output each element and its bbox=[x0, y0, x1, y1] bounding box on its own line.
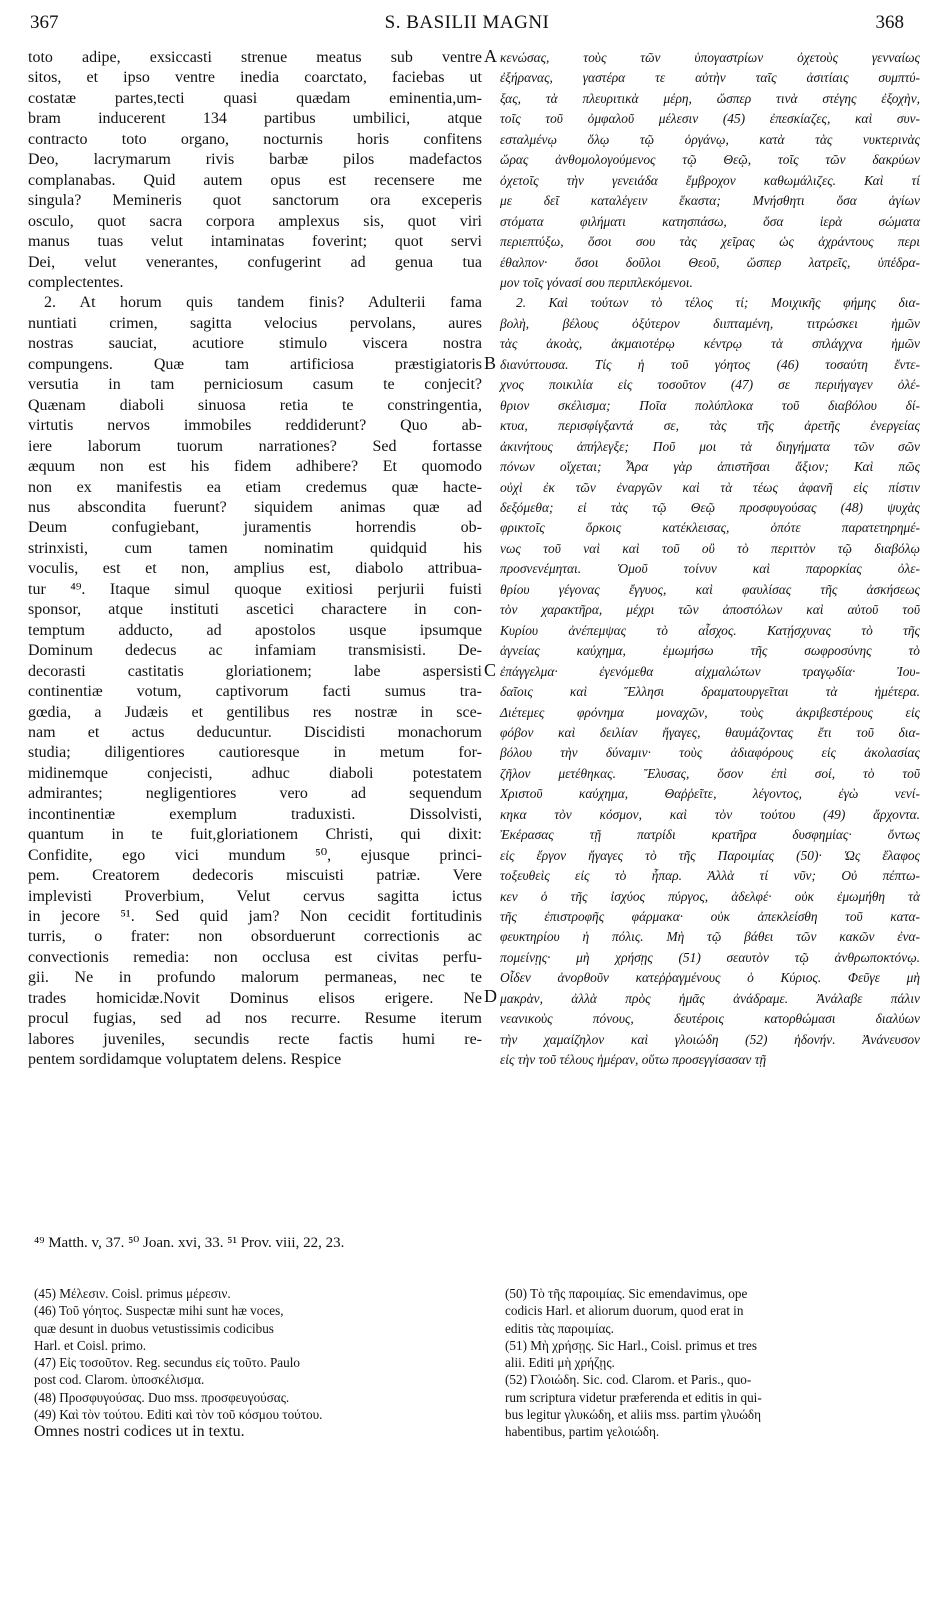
latin-text-line: costatæ partes,tecti quasi quædam eminentia,um- bbox=[28, 89, 482, 107]
latin-text-line: turris, o frater: non obsorduerunt correctionis ac bbox=[28, 928, 482, 946]
margin-letter-d: D bbox=[484, 986, 497, 1006]
greek-text-line: τοξευθεὶς εἰς τὸ ἧπαρ. Ἀλλὰ τί νῦν; Οὐ πέπτω- bbox=[500, 868, 920, 884]
page-number-right: 368 bbox=[875, 12, 904, 33]
latin-text-line: sponsor, atque instituti ascetici charactere in con- bbox=[28, 601, 482, 619]
latin-text-line: Deo, lacrymarum rivis barbæ pilos madefactos bbox=[28, 151, 482, 169]
greek-text-line: έθαλπον· ὅσοι δοῦλοι Θεοῦ, ὥσπερ λατρεῖς, ὑπέδρα- bbox=[500, 254, 920, 270]
greek-text-line: ἐπάγγελμα· ἐγενόμεθα αἰχμαλώτων τραγῳδία· Ἰου- bbox=[500, 663, 920, 679]
page-header bbox=[30, 12, 904, 42]
latin-text-line: quantum in te fuit,gloriationem Christi, qui dixit: bbox=[28, 826, 482, 844]
latin-text-line: toto adipe, exsiccasti strenue meatus sub ventre bbox=[28, 49, 482, 66]
footnote-line: (46) Τοῦ γόητος. Suspectæ mihi sunt hæ voces, bbox=[34, 1303, 284, 1319]
footnote-line: (47) Εἰς τοσοῦτον. Reg. secundus εἰς τοῦτο. Paulo bbox=[34, 1355, 300, 1371]
greek-text-line: εἰς τὴν τοῦ τέλους ἡμέραν, οὕτω προσεγγίσασαν τῇ bbox=[500, 1052, 767, 1068]
greek-text-line: θρίου γέγονας ἔγγυος, καὶ φαυλίσας τῆς ἀσκήσεως bbox=[500, 581, 920, 597]
latin-text-line: gœdia, a Judæis et gentilibus res nostræ in sce- bbox=[28, 703, 482, 721]
greek-text-line: ξας, τὰ πλευριτικὰ μέρη, ὥσπερ τινὰ στέγης ἐξοχὴν, bbox=[500, 90, 920, 106]
greek-text-line: εἰς ἔργον ἤγαγες τὸ τῆς Παροιμίας (50)· Ὡς ἔλαφος bbox=[500, 847, 920, 863]
footnote-line: codicis Harl. et aliorum duorum, quod erat in bbox=[505, 1303, 744, 1319]
greek-column bbox=[500, 48, 920, 1071]
greek-text-line: ὥρας ἀνθομολογούμενος τῷ Θεῷ, τοῖς τῶν δακρύων bbox=[500, 152, 920, 168]
greek-text-line: βολὴ, βέλους ὀξύτερον διιπταμένη, τιτρώσκει ἡμῶν bbox=[500, 315, 920, 331]
greek-text-line: πόνων οἴχεται; Ἆρα γὰρ ἀπιστῆσαι ἄξιον; Καὶ πῶς bbox=[500, 459, 920, 475]
greek-text-line: στόματα φιλήματι κατησπάσω, ὅσα ἱερὰ σώματα bbox=[500, 213, 920, 229]
greek-text-line: ζῆλον μετέθηκας. Ἔλυσας, ὅσον ἐπὶ σοί, τὸ τοῦ bbox=[500, 765, 920, 781]
footnote-line: (50) Τὸ τῆς παροιμίας. Sic emendavimus, ope bbox=[505, 1286, 748, 1301]
latin-text-line: voculis, est et non, amplius est, diabolo attribua- bbox=[28, 560, 482, 578]
greek-text-line: οὐχὶ ἐκ τῶν ἐναργῶν καὶ τὰ τέως ἀφανῆ εἰς πίστιν bbox=[500, 479, 920, 495]
greek-text-line: 2. Καὶ τούτων τὸ τέλος τί; Μοιχικῆς φήμης δια- bbox=[516, 295, 920, 311]
latin-text-line: midinemque conjecisti, adhuc diaboli potestatem bbox=[28, 764, 482, 782]
latin-text-line: pentem sordidamque voluptatem delens. Respice bbox=[28, 1051, 342, 1069]
latin-text-line: virtutis nervos immobiles reddiderunt? Quo ab- bbox=[28, 417, 482, 435]
footnote-line: (52) Γλοιώδη. Sic. cod. Clarom. et Paris., quo- bbox=[505, 1372, 752, 1388]
latin-text-line: continentiæ votum, captivorum facti sumus tra- bbox=[28, 683, 482, 701]
latin-text-line: gii. Ne in profundo malorum permaneas, nec te bbox=[28, 969, 482, 987]
latin-text-line: strinxisti, cum tamen nominatim quidquid his bbox=[28, 539, 482, 557]
greek-text-line: φόβον καὶ δειλίαν ἤγαγες, θαυμάζοντας ἔτι τοῦ δια- bbox=[500, 724, 920, 740]
latin-text-line: in jecore ⁵¹. Sed quid jam? Non cecidit fortitudinis bbox=[28, 908, 482, 926]
latin-text-line: nostras sauciat, acutiore stimulo viscera nostra bbox=[28, 335, 482, 353]
greek-text-line: κενώσας, τοὺς τῶν ὑπογαστρίων ὀχετοὺς γενναίως bbox=[500, 50, 920, 65]
latin-text-line: sitos, et ipso ventre inedia coarctato, faciebas ut bbox=[28, 69, 482, 87]
latin-text-line: convectionis remedia: non occlusa est civitas perfu- bbox=[28, 948, 482, 966]
latin-text-line: manus tuas velut intaminatas foverint; quot servi bbox=[28, 233, 482, 251]
margin-letter-a: A bbox=[484, 46, 497, 66]
latin-text-line: Deum confugiebant, juramentis horrendis ob- bbox=[28, 519, 482, 537]
greek-text-line: τοῖς τοῦ ὀμφαλοῦ μέλεσιν (45) ἐπεσκίαζες, καὶ συν- bbox=[500, 111, 920, 127]
scripture-references: ⁴⁹ Matth. v, 37. ⁵⁰ Joan. xvi, 33. ⁵¹ Prov. viii, 22, 23. bbox=[34, 1235, 345, 1251]
greek-text-line: μον τοῖς γόνασί σου περιπλεκόμενοι. bbox=[500, 274, 693, 290]
greek-text-line: προσνενέμηται. Ὁμοῦ τοίνυν καὶ παρορκίας ὀλε- bbox=[500, 561, 920, 577]
footnotes-right bbox=[505, 1285, 910, 1441]
latin-text-line: nuntiati crimen, sagitta velocius pervolans, aures bbox=[28, 314, 482, 332]
footnotes-left bbox=[34, 1285, 474, 1441]
greek-text-line: περιεπτύξω, ὅσοι σου τὰς χεῖρας ὡς ἀχράντους περι bbox=[500, 234, 920, 250]
greek-text-line: μακρὰν, ἀλλὰ πρὸς ἡμᾶς ἀνάδραμε. Ἀνάλαβε πάλιν bbox=[500, 990, 920, 1006]
latin-text-line: pem. Creatorem dedecoris miscuisti patriæ. Vere bbox=[28, 867, 482, 885]
latin-text-line: incontinentiæ exemplum traduxisti. Dissolvisti, bbox=[28, 805, 482, 823]
latin-text-line: studia; diligentiores cautioresque in metum for- bbox=[28, 744, 482, 762]
latin-text-line: osculo, quot sacra corpora amplexus sis, quot viri bbox=[28, 212, 482, 230]
footnote-line: (51) Μὴ χρήσῃς. Sic Harl., Coisl. primus et tres bbox=[505, 1337, 758, 1353]
footnote-line: bus legitur γλυκώδη, et aliis mss. partim γλυώδη bbox=[505, 1407, 761, 1423]
footnote-line: post cod. Clarom. ὑποσκέλισμα. bbox=[34, 1372, 205, 1388]
greek-text-line: Χριστοῦ καύχημα, Θαῤῥεῖτε, λέγοντος, ἐγὼ νενί- bbox=[500, 786, 920, 802]
latin-column bbox=[28, 48, 482, 1071]
greek-text-line: τὰς ἀκοὰς, ἀκμαιοτέρῳ κέντρῳ τὰ σπλάγχνα ἡμῶν bbox=[500, 336, 920, 352]
greek-text-line: ἀκινήτους ἀπήλεγξε; Ποῦ μοι τὰ διηγήματα τῶν σῶν bbox=[500, 438, 920, 454]
footnote-line: habentibus, partim γελοιώδη. bbox=[505, 1424, 660, 1440]
latin-text-line: 2. At horum quis tandem finis? Adulterii fama bbox=[44, 294, 482, 312]
margin-letter-b: B bbox=[484, 353, 497, 373]
latin-text-line: æquum non est his fidem adhibere? Et quomodo bbox=[28, 458, 482, 476]
margin-letter-c: C bbox=[484, 660, 497, 680]
greek-text-line: νως τοῦ ναὶ καὶ τοῦ οὒ τὸ περιττὸν τῷ διαβόλῳ bbox=[500, 540, 920, 556]
latin-text-line: nam et actus deducuntur. Discidisti monachorum bbox=[28, 723, 482, 741]
footnote-line: alii. Editi μὴ χρήζῃς. bbox=[505, 1355, 615, 1371]
latin-text-line: complanabas. Quid autem opus est recensere me bbox=[28, 171, 482, 189]
latin-text-line: Confidite, ego vici mundum ⁵⁰, ejusque princi- bbox=[28, 846, 482, 864]
latin-text-line: compungens. Quæ tam artificiosa præstigiatoris bbox=[28, 355, 482, 373]
latin-text-line: singula? Memineris quot sanctorum ora exceperis bbox=[28, 192, 482, 210]
greek-text-line: ἁγνείας καύχημα, ἐμωμήσω τῆς σωφροσύνης τὸ bbox=[500, 643, 920, 659]
greek-text-line: τὸν χαρακτῆρα, μέχρι τῶν ἀποστόλων καὶ αὐτοῦ τοῦ bbox=[500, 602, 920, 618]
greek-text-line: με δεῖ καταλέγειν ἕκαστα; Μνήσθητι ὅσα ἁγίων bbox=[500, 193, 920, 209]
latin-text-line: implevisti Proverbium, Velut cervus sagitta ictus bbox=[28, 887, 482, 905]
greek-text-line: κηκα τὸν κόσμον, καὶ τὸν τούτου (49) ἄρχοντα. bbox=[500, 806, 920, 822]
greek-text-line: Ἐκέρασας τῇ πατρίδι κρατῆρα δυσφημίας· ὄντως bbox=[500, 827, 920, 843]
greek-text-line: πομείνῃς· μὴ χρήσῃς (51) σεαυτὸν τῷ ἀνθρωποκτόνῳ. bbox=[500, 949, 920, 965]
latin-text-line: contracto toto organo, nocturnis horis confitens bbox=[28, 130, 482, 148]
footnote-line: (49) Καὶ τὸν τούτου. Editi καὶ τὸν τοῦ κόσμου τούτου. bbox=[34, 1407, 323, 1423]
latin-text-line: admirantes; negligentiores vero ad sequendum bbox=[28, 785, 482, 803]
footnote-line: quæ desunt in duobus vetustissimis codicibus bbox=[34, 1320, 274, 1336]
latin-text-line: complectentes. bbox=[28, 273, 124, 291]
greek-text-line: Διέτεμες φρόνημα μοναχῶν, τοὺς ἀκριβεστέρους εἰς bbox=[500, 704, 920, 720]
page-number-left: 367 bbox=[30, 12, 59, 33]
footnote-line: Omnes nostri codices ut in textu. bbox=[34, 1423, 245, 1441]
greek-text-line: διανύττουσα. Τίς ἡ τοῦ γόητος (46) τοσαύτη ἔντε- bbox=[500, 356, 920, 372]
greek-text-line: Κυρίου ἀνέπεμψας τὸ αἶσχος. Κατῄσχυνας τὸ τῆς bbox=[500, 622, 920, 638]
greek-text-line: κεν ὁ τῆς ἰσχύος πύργος, ἀδελφέ· οὐκ ἐμωμήθη τὰ bbox=[500, 888, 920, 904]
latin-text-line: procul fugias, sed ad nos recurre. Resume iterum bbox=[28, 1010, 482, 1028]
latin-text-line: iere laborum tuorum narrationes? Sed fortasse bbox=[28, 437, 482, 455]
footnote-line: (45) Μέλεσιν. Coisl. primus μέρεσιν. bbox=[34, 1286, 231, 1301]
greek-text-line: φευκτηρίου ἡ πόλις. Μὴ τῷ βάθει τῶν κακῶν ἐνα- bbox=[500, 929, 920, 945]
greek-text-line: τῆς ἐπιστροφῆς φάρμακα· οὐκ ἀπεκλείσθη τοῦ κατα- bbox=[500, 909, 920, 925]
latin-text-line: Quænam diaboli sinuosa retia te constringentia, bbox=[28, 396, 482, 414]
footnote-line: (48) Προσφυγούσας. Duo mss. προσφευγούσας. bbox=[34, 1389, 290, 1405]
latin-text-line: decorasti castitatis gloriationem; labe aspersisti bbox=[28, 662, 482, 680]
greek-text-line: κτυα, περισφίγξαντά σε, τὰς τῆς ἀρετῆς ἐνεργείας bbox=[500, 418, 920, 434]
latin-text-line: trades homicidæ.Novit Dominus elisos erigere. Ne bbox=[28, 989, 482, 1007]
latin-text-line: bram inducerent 134 partibus umbilici, atque bbox=[28, 110, 482, 128]
greek-text-line: βόλου τὴν δύναμιν· τοὺς ἀδιαφόρους εἰς ἀκολασίας bbox=[500, 745, 920, 761]
greek-text-line: ἐξήρανας, γαστέρα τε αὐτὴν ταῖς ἀσιτίαις συμπτύ- bbox=[500, 70, 920, 86]
footnote-line: Harl. et Coisl. primo. bbox=[34, 1337, 147, 1353]
latin-text-line: non ex manifestis ea etiam credemus quæ hacte- bbox=[28, 478, 482, 496]
latin-text-line: versutia in tam perniciosum casum te conjecit? bbox=[28, 376, 482, 394]
latin-text-line: Dominum dedecus ac infamiam transmisisti. De- bbox=[28, 642, 482, 660]
greek-text-line: δαῖοις καὶ Ἕλλησι δραματουργεῖται τὰ ἡμέτερα. bbox=[500, 684, 920, 700]
running-title: S. BASILII MAGNI bbox=[384, 12, 550, 33]
footnote-line: editis τὰς παροιμίας. bbox=[505, 1320, 614, 1336]
latin-text-line: tur ⁴⁹. Itaque simul quoque exitiosi perjurii fuisti bbox=[28, 580, 482, 598]
latin-text-line: nus abscondita fuerunt? siquidem animas quæ ad bbox=[28, 498, 482, 516]
greek-text-line: νεανικοὺς πόνους, δευτέροις κατορθώμασι διαλύων bbox=[500, 1011, 920, 1027]
greek-text-line: θριον σκέλισμα; Ποῖα πολύπλοκα τοῦ διαβόλου δί- bbox=[500, 397, 920, 413]
greek-text-line: εσταλμένῳ ὅλῳ τῷ ὀργάνῳ, κατὰ τὰς νυκτερινὰς bbox=[500, 131, 920, 147]
greek-text-line: ὀχετοῖς τὴν γενειάδα ἔμβροχον καθωμάλιζες. Καὶ τί bbox=[500, 172, 920, 188]
latin-text-line: Dei, velut venerantes, confugerint ad genua tua bbox=[28, 253, 482, 271]
greek-text-line: Οἶδεν ἀνορθοῦν κατεῤῥαγμένους ὁ Κύριος. Φεῦγε μὴ bbox=[500, 970, 920, 986]
latin-text-line: labores juveniles, secundis recte factis humi re- bbox=[28, 1030, 482, 1048]
footnote-line: rum scriptura videtur præferenda et editis in qui- bbox=[505, 1389, 762, 1405]
greek-text-line: χνος ποικιλία εἰς τοσοῦτον (47) σε περιήγαγεν ὀλέ- bbox=[500, 377, 920, 393]
greek-text-line: τὴν χαμαίζηλον καὶ γλοιώδη (52) ἡδονήν. Ἀνάνευσον bbox=[500, 1031, 920, 1047]
latin-text-line: temptum adducto, ad apostolos usque ipsumque bbox=[28, 621, 482, 639]
greek-text-line: φρικτοῖς ὅρκοις κατέκλεισας, ὁπότε παρατετηρημέ- bbox=[500, 520, 920, 536]
greek-text-line: δεξόμεθα; εἰ τὰς τῷ Θεῷ προσφυγούσας (48) ψυχὰς bbox=[500, 499, 920, 515]
